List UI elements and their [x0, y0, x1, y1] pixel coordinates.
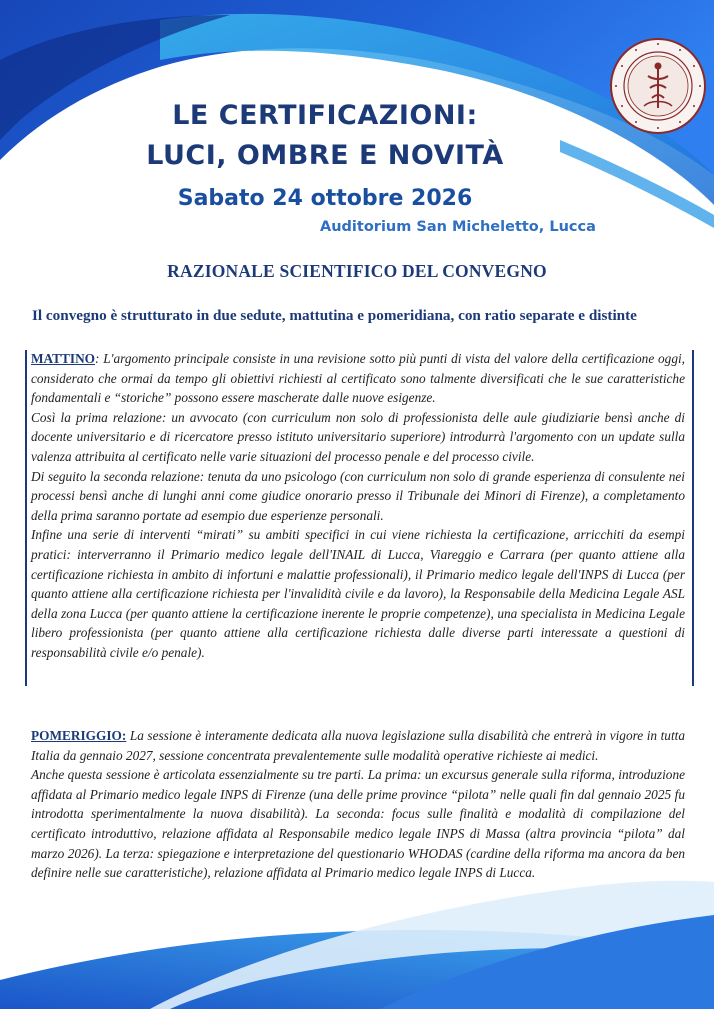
morning-section — [31, 349, 685, 663]
event-venue: Auditorium San Micheletto, Lucca — [320, 219, 596, 235]
afternoon-section — [31, 726, 685, 883]
morning-paragraph: Infine una serie di interventi “mirati” su ambiti specifici in cui viene richiesta la certificazione, arricchiti da esempi pratici: interverranno il Primario medico legale dell'INAIL di Lucca, Viareggio e Carrara (per quanto attiene alla certificazione richiesta in ambito di infortuni e malattie professionali), il Primario medico legale dell'INPS di Lucca (per quanto attiene alla certificazione richiesta per l'invalidità civile e da lavoro), la Responsabile della Medicina Legale ASL della zona Lucca (per quanto attiene la certificazione inerente le proprie competenze), una specialista in Medicina Legale libero professionista (per quanto attiene alla certificazione richiesta dalle diverse parti interessate a questioni di responsabilità civile e/o penale). — [31, 527, 685, 660]
morning-right-border — [692, 350, 694, 686]
morning-label: MATTINO — [31, 351, 96, 366]
afternoon-label: POMERIGGIO: — [31, 728, 127, 743]
title-line-1: LE CERTIFICAZIONI: — [172, 100, 478, 131]
morning-left-border — [25, 350, 27, 686]
college-seal-icon — [608, 36, 708, 136]
morning-paragraph: Di seguito la seconda relazione: tenuta da uno psicologo (con curriculum non solo di grande esperienza di consulente nei processi bensì anche di lunghi anni come giudice onorario presso il Tribunale dei Minori di Firenze), a completamento della prima saranno portate ad esempio due esperienze personali. — [31, 468, 685, 523]
intro-text: Il convegno è strutturato in due sedute, mattutina e pomeridiana, con ratio separate e distinte — [32, 307, 637, 324]
afternoon-paragraph: Anche questa sessione è articolata essenzialmente su tre parti. La prima: un excursus generale sulla riforma, introduzione affidata al Primario medico legale INPS di Firenze (una delle prime province “pilota” nelle quali fin dal gennaio 2025 fu introdotta sperimentalmente la nuova disabilità). La seconda: focus sulle finalità e modalità di compilazione del certificato introduttivo, relazione affidata al Responsabile medico legale INPS di Massa (altra provincia “pilota” dal marzo 2026). La terza: spiegazione e interpretazione del questionario WHODAS (cardine della riforma ma ancora da ben definire nelle sue caratteristiche), relazione affidata al Primario medico legale INPS di Lucca. — [31, 767, 685, 881]
section-title: RAZIONALE SCIENTIFICO DEL CONVEGNO — [167, 261, 547, 281]
title-line-2: LUCI, OMBRE E NOVITÀ — [146, 140, 504, 171]
event-date: Sabato 24 ottobre 2026 — [177, 186, 473, 211]
afternoon-paragraph — [31, 726, 685, 765]
morning-paragraph — [31, 349, 685, 408]
morning-paragraph: Così la prima relazione: un avvocato (con curriculum non solo di professionista delle aule giudiziarie bensì anche di docente universitario e di ricercatore presso istituto universitario superiore) introdurrà l'argomento con un update sulla valenza attribuita al certificato nelle varie situazioni del processo penale e del processo civile. — [31, 409, 685, 464]
morning-paragraph-text: : L'argomento principale consiste in una revisione sotto più punti di vista del valore della certificazione oggi, considerato che ormai da tempo gli obiettivi richiesti al certificato sono talmente diversificati che le sue caratteristiche fondamentali e “storiche” possono essere mascherate dalle nuove esigenze. — [31, 351, 685, 406]
afternoon-paragraph-text: La sessione è interamente dedicata alla nuova legislazione sulla disabilità che entrerà in vigore in tutta Italia da gennaio 2027, sessione concentrata prevalentemente sulle modalità operative richieste ai medici. — [31, 728, 685, 763]
